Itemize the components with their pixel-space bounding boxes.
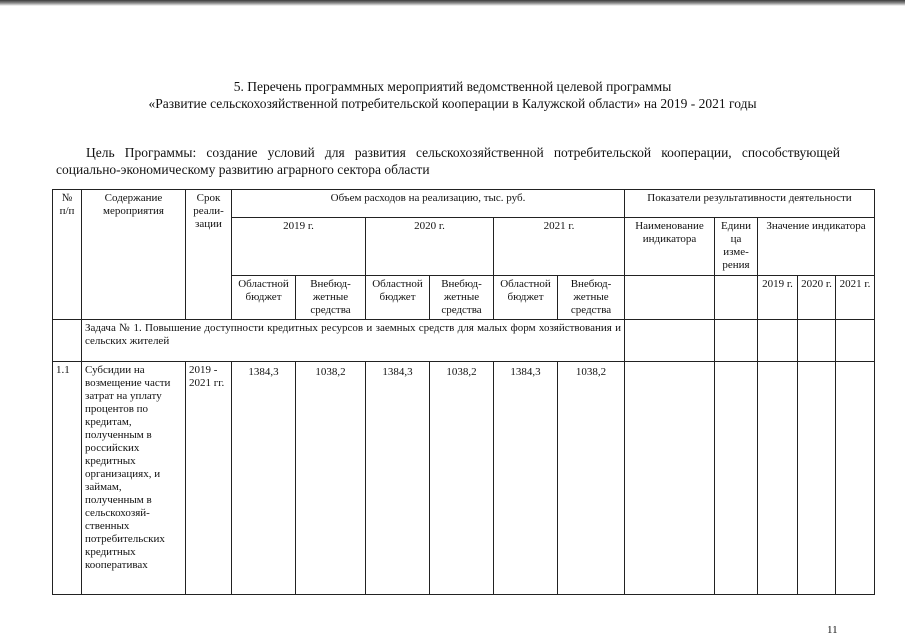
header-num: № п/п bbox=[53, 190, 82, 320]
value-offbudget-2020: 1038,2 bbox=[430, 362, 494, 595]
value-offbudget-2021: 1038,2 bbox=[558, 362, 625, 595]
task-empty-2021 bbox=[836, 320, 875, 362]
program-goal-line1: Цель Программы: создание условий для развития сельскохозяйственной потребительской кооперации, способствующей bbox=[86, 145, 840, 160]
scan-top-edge bbox=[0, 0, 905, 6]
program-goal-line2: социально-экономическому развитию аграрного сектора области bbox=[56, 162, 430, 177]
task-1-row: Задача № 1. Повышение доступности кредитных ресурсов и заемных средств для малых форм хозяйствования и сельских жителей bbox=[82, 320, 625, 362]
header-offbudget-2019: Внебюд-жетные средства bbox=[296, 276, 366, 320]
row-term: 2019 - 2021 гг. bbox=[186, 362, 232, 595]
header-ind-year-2021: 2021 г. bbox=[836, 276, 875, 320]
row-empty-2019 bbox=[758, 362, 798, 595]
section-title bbox=[0, 78, 905, 112]
header-indicators: Показатели результативности деятельности bbox=[625, 190, 875, 218]
header-empty-name bbox=[625, 276, 715, 320]
value-regional-2021: 1384,3 bbox=[494, 362, 558, 595]
header-ind-year-2019: 2019 г. bbox=[758, 276, 798, 320]
header-year-2020: 2020 г. bbox=[366, 218, 494, 276]
task-empty-ind-name bbox=[625, 320, 715, 362]
program-goal bbox=[56, 144, 840, 178]
measures-table bbox=[52, 189, 875, 595]
header-empty-unit bbox=[715, 276, 758, 320]
task-empty-2019 bbox=[758, 320, 798, 362]
header-regional-2021: Областной бюджет bbox=[494, 276, 558, 320]
header-regional-2019: Областной бюджет bbox=[232, 276, 296, 320]
value-regional-2019: 1384,3 bbox=[232, 362, 296, 595]
header-content: Содержание мероприятия bbox=[82, 190, 186, 320]
section-title-line1: 5. Перечень программных мероприятий ведомственной целевой программы bbox=[233, 79, 672, 94]
row-empty-unit bbox=[715, 362, 758, 595]
header-indicator-value: Значение индикатора bbox=[758, 218, 875, 276]
header-indicator-name: Наименование индикатора bbox=[625, 218, 715, 276]
header-volume: Объем расходов на реализацию, тыс. руб. bbox=[232, 190, 625, 218]
task-empty-num bbox=[53, 320, 82, 362]
header-year-2021: 2021 г. bbox=[494, 218, 625, 276]
row-empty-ind-name bbox=[625, 362, 715, 595]
header-unit: Едини ца изме-рения bbox=[715, 218, 758, 276]
task-empty-unit bbox=[715, 320, 758, 362]
header-regional-2020: Областной бюджет bbox=[366, 276, 430, 320]
header-offbudget-2020: Внебюд-жетные средства bbox=[430, 276, 494, 320]
header-ind-year-2020: 2020 г. bbox=[798, 276, 836, 320]
header-year-2019: 2019 г. bbox=[232, 218, 366, 276]
header-offbudget-2021: Внебюд-жетные средства bbox=[558, 276, 625, 320]
table-row bbox=[53, 362, 875, 595]
row-empty-2020 bbox=[798, 362, 836, 595]
page-number: 11 bbox=[827, 624, 838, 636]
row-empty-2021 bbox=[836, 362, 875, 595]
header-term: Срок реали-зации bbox=[186, 190, 232, 320]
task-empty-2020 bbox=[798, 320, 836, 362]
row-num: 1.1 bbox=[53, 362, 82, 595]
row-content: Субсидии на возмещение части затрат на уплату процентов по кредитам, полученным в российских кредитных организациях, и займам, полученным в сельскохозяй-ственных потребительских кредитных кооперативах bbox=[82, 362, 186, 595]
section-title-line2: «Развитие сельскохозяйственной потребительской кооперации в Калужской области» на 2019 - 2021 годы bbox=[148, 96, 757, 111]
value-offbudget-2019: 1038,2 bbox=[296, 362, 366, 595]
value-regional-2020: 1384,3 bbox=[366, 362, 430, 595]
